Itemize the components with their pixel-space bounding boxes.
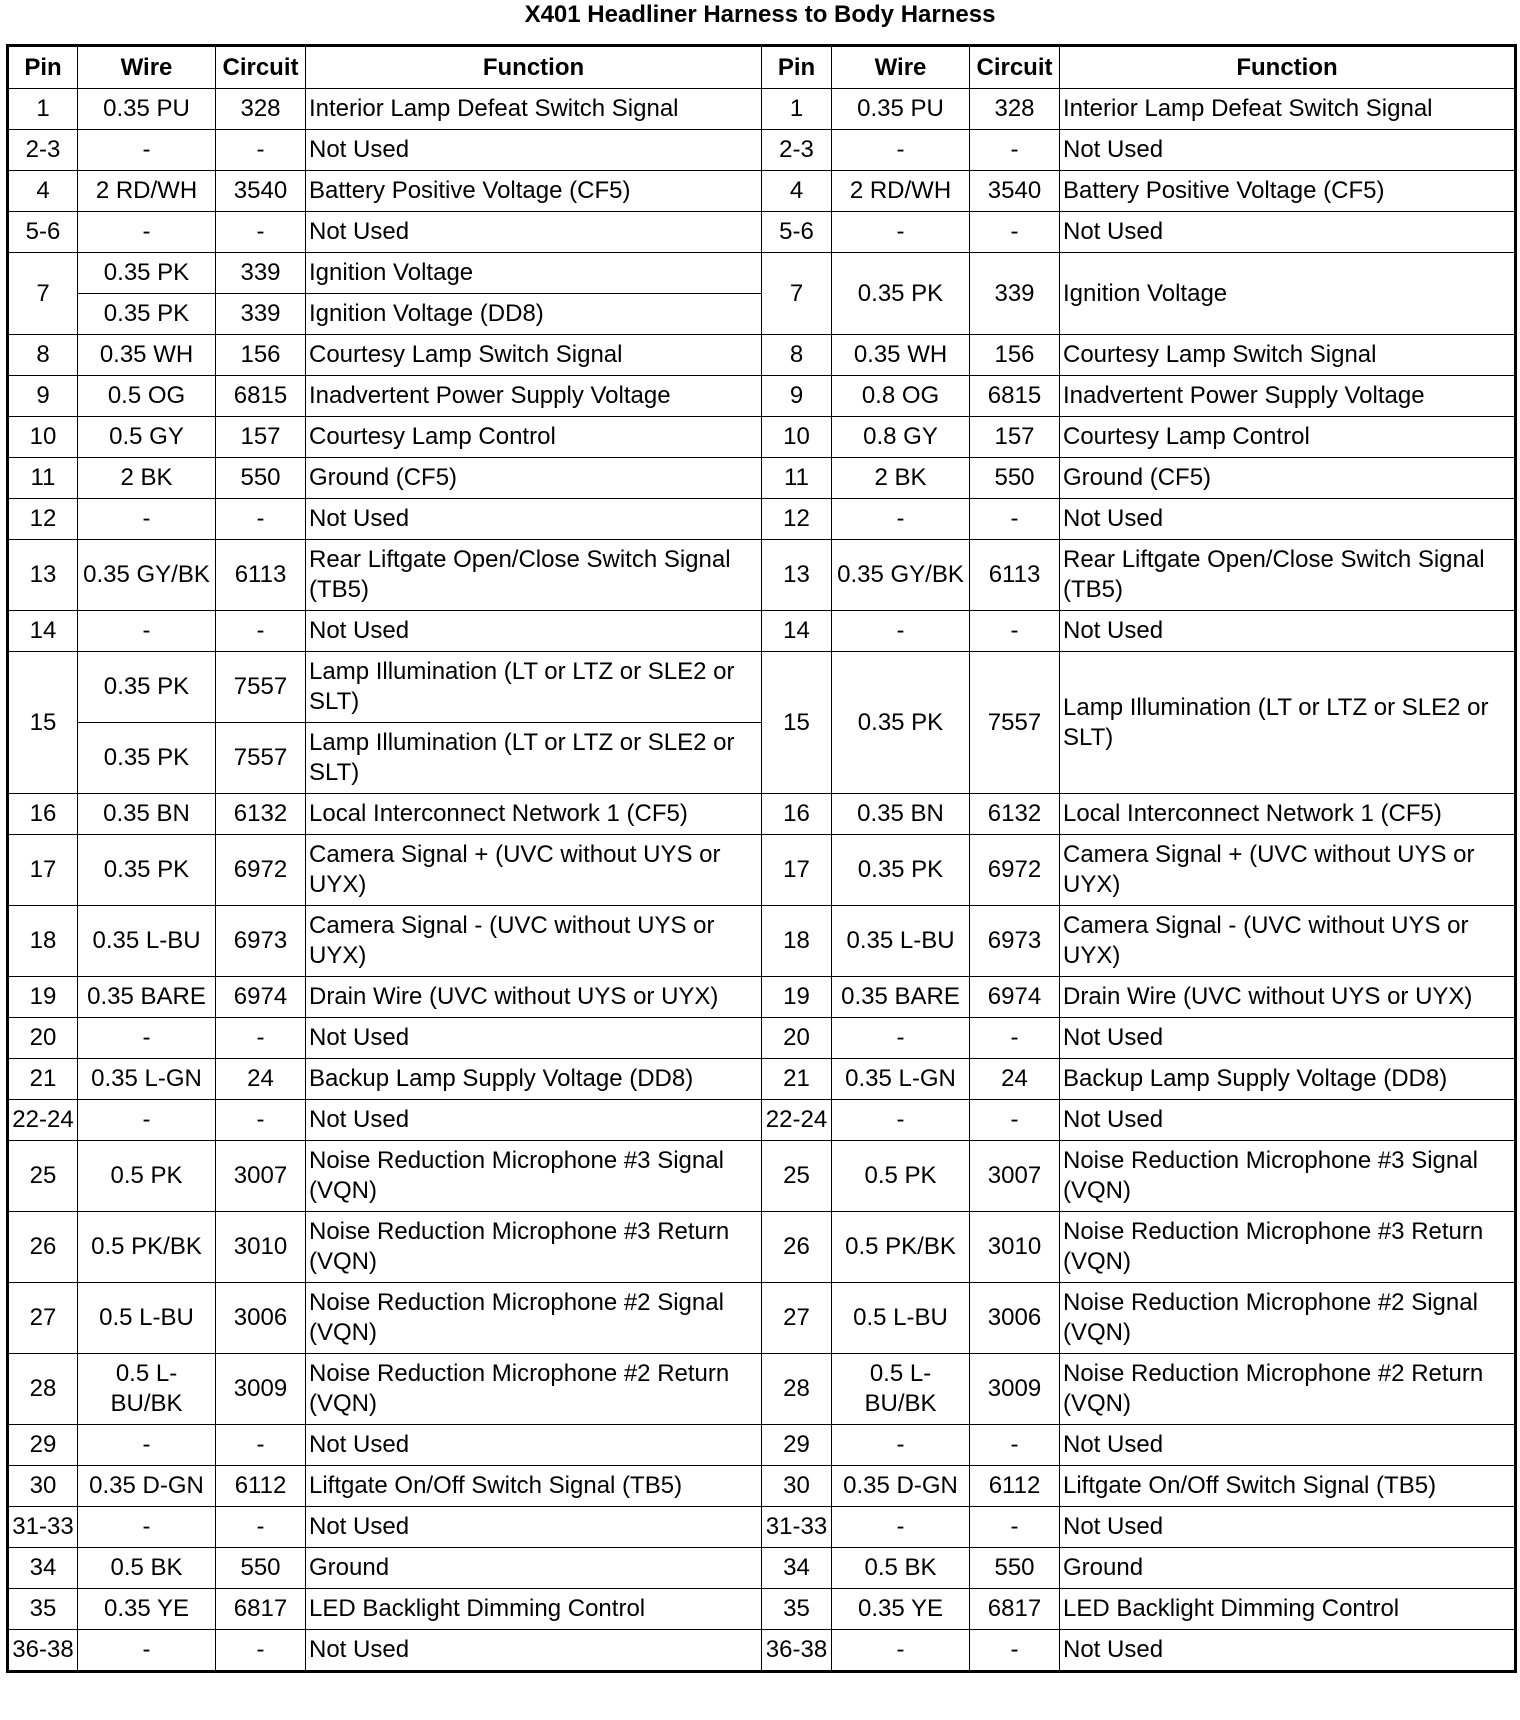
right-function: Not Used bbox=[1060, 212, 1516, 253]
left-pin: 36-38 bbox=[8, 1630, 78, 1672]
left-function: Not Used bbox=[306, 130, 762, 171]
left-function: LED Backlight Dimming Control bbox=[306, 1589, 762, 1630]
right-circuit: - bbox=[970, 611, 1060, 652]
left-circuit: 24 bbox=[216, 1059, 306, 1100]
right-circuit: - bbox=[970, 212, 1060, 253]
left-wire: - bbox=[78, 1425, 216, 1466]
right-pin: 16 bbox=[762, 794, 832, 835]
right-function: Noise Reduction Microphone #3 Signal (VQN) bbox=[1060, 1141, 1516, 1212]
right-circuit: 550 bbox=[970, 1548, 1060, 1589]
left-circuit: 3010 bbox=[216, 1212, 306, 1283]
table-row bbox=[8, 89, 1516, 130]
right-function: Noise Reduction Microphone #3 Return (VQN) bbox=[1060, 1212, 1516, 1283]
left-function: Not Used bbox=[306, 1507, 762, 1548]
right-pin: 22-24 bbox=[762, 1100, 832, 1141]
left-wire: 0.35 D-GN bbox=[78, 1466, 216, 1507]
left-pin: 19 bbox=[8, 977, 78, 1018]
right-pin: 25 bbox=[762, 1141, 832, 1212]
right-pin: 28 bbox=[762, 1354, 832, 1425]
right-function: Not Used bbox=[1060, 1100, 1516, 1141]
left-wire: 0.35 L-BU bbox=[78, 906, 216, 977]
table-row bbox=[8, 977, 1516, 1018]
right-function: Local Interconnect Network 1 (CF5) bbox=[1060, 794, 1516, 835]
left-wire: - bbox=[78, 1100, 216, 1141]
left-pin: 15 bbox=[8, 652, 78, 794]
right-circuit: 6113 bbox=[970, 540, 1060, 611]
left-circuit: - bbox=[216, 611, 306, 652]
left-circuit: 157 bbox=[216, 417, 306, 458]
header-pin: Pin bbox=[762, 46, 832, 89]
left-circuit: 550 bbox=[216, 458, 306, 499]
left-function: Courtesy Lamp Control bbox=[306, 417, 762, 458]
left-function: Not Used bbox=[306, 1425, 762, 1466]
table-row bbox=[8, 1630, 1516, 1672]
table-row bbox=[8, 458, 1516, 499]
table-row bbox=[8, 1100, 1516, 1141]
right-circuit: - bbox=[970, 1507, 1060, 1548]
right-pin: 27 bbox=[762, 1283, 832, 1354]
header-function: Function bbox=[1060, 46, 1516, 89]
left-pin: 34 bbox=[8, 1548, 78, 1589]
left-wire: 0.35 PK bbox=[78, 294, 216, 335]
left-wire: 0.5 GY bbox=[78, 417, 216, 458]
left-wire: 0.35 PK bbox=[78, 253, 216, 294]
right-function: Not Used bbox=[1060, 1507, 1516, 1548]
right-function: Camera Signal - (UVC without UYS or UYX) bbox=[1060, 906, 1516, 977]
left-pin: 31-33 bbox=[8, 1507, 78, 1548]
left-pin: 21 bbox=[8, 1059, 78, 1100]
right-pin: 34 bbox=[762, 1548, 832, 1589]
right-wire: 0.35 PU bbox=[832, 89, 970, 130]
left-wire: - bbox=[78, 130, 216, 171]
right-function: Not Used bbox=[1060, 130, 1516, 171]
right-circuit: 156 bbox=[970, 335, 1060, 376]
table-row bbox=[8, 1466, 1516, 1507]
left-function: Interior Lamp Defeat Switch Signal bbox=[306, 89, 762, 130]
right-wire: - bbox=[832, 1018, 970, 1059]
right-function: LED Backlight Dimming Control bbox=[1060, 1589, 1516, 1630]
table-row bbox=[8, 171, 1516, 212]
table-row bbox=[8, 1507, 1516, 1548]
left-function: Lamp Illumination (LT or LTZ or SLE2 or SLT) bbox=[306, 652, 762, 723]
table-row bbox=[8, 376, 1516, 417]
right-function: Backup Lamp Supply Voltage (DD8) bbox=[1060, 1059, 1516, 1100]
left-pin: 9 bbox=[8, 376, 78, 417]
right-wire: 0.8 OG bbox=[832, 376, 970, 417]
left-wire: 0.35 GY/BK bbox=[78, 540, 216, 611]
left-pin: 17 bbox=[8, 835, 78, 906]
right-function: Courtesy Lamp Control bbox=[1060, 417, 1516, 458]
left-circuit: 550 bbox=[216, 1548, 306, 1589]
right-circuit: - bbox=[970, 1100, 1060, 1141]
right-pin: 1 bbox=[762, 89, 832, 130]
right-function: Lamp Illumination (LT or LTZ or SLE2 or SLT) bbox=[1060, 652, 1516, 794]
left-circuit: 6113 bbox=[216, 540, 306, 611]
left-circuit: 3007 bbox=[216, 1141, 306, 1212]
left-wire: 0.35 L-GN bbox=[78, 1059, 216, 1100]
right-pin: 15 bbox=[762, 652, 832, 794]
right-circuit: 3009 bbox=[970, 1354, 1060, 1425]
right-circuit: 6815 bbox=[970, 376, 1060, 417]
left-circuit: - bbox=[216, 1507, 306, 1548]
left-wire: 0.5 L-BU bbox=[78, 1283, 216, 1354]
left-function: Ground (CF5) bbox=[306, 458, 762, 499]
left-function: Rear Liftgate Open/Close Switch Signal (TB5) bbox=[306, 540, 762, 611]
right-wire: 0.35 PK bbox=[832, 253, 970, 335]
left-wire: 0.35 BN bbox=[78, 794, 216, 835]
table-row bbox=[8, 1059, 1516, 1100]
right-function: Ignition Voltage bbox=[1060, 253, 1516, 335]
table-row bbox=[8, 540, 1516, 611]
left-pin: 11 bbox=[8, 458, 78, 499]
right-wire: 0.35 D-GN bbox=[832, 1466, 970, 1507]
right-pin: 13 bbox=[762, 540, 832, 611]
left-function: Not Used bbox=[306, 1018, 762, 1059]
right-function: Ground (CF5) bbox=[1060, 458, 1516, 499]
table-row bbox=[8, 611, 1516, 652]
left-pin: 14 bbox=[8, 611, 78, 652]
left-circuit: 6973 bbox=[216, 906, 306, 977]
right-pin: 20 bbox=[762, 1018, 832, 1059]
table-row bbox=[8, 1589, 1516, 1630]
left-function: Courtesy Lamp Switch Signal bbox=[306, 335, 762, 376]
right-pin: 5-6 bbox=[762, 212, 832, 253]
left-function: Camera Signal - (UVC without UYS or UYX) bbox=[306, 906, 762, 977]
table-row bbox=[8, 1212, 1516, 1283]
left-function: Not Used bbox=[306, 611, 762, 652]
left-circuit: 6112 bbox=[216, 1466, 306, 1507]
left-wire: 0.5 OG bbox=[78, 376, 216, 417]
left-circuit: 6972 bbox=[216, 835, 306, 906]
right-function: Not Used bbox=[1060, 1630, 1516, 1672]
right-wire: 0.5 L-BU bbox=[832, 1283, 970, 1354]
left-circuit: 6817 bbox=[216, 1589, 306, 1630]
right-wire: 2 BK bbox=[832, 458, 970, 499]
left-pin: 7 bbox=[8, 253, 78, 335]
right-circuit: 6973 bbox=[970, 906, 1060, 977]
right-wire: 0.5 PK/BK bbox=[832, 1212, 970, 1283]
right-circuit: 6972 bbox=[970, 835, 1060, 906]
left-function: Ignition Voltage (DD8) bbox=[306, 294, 762, 335]
right-wire: - bbox=[832, 1100, 970, 1141]
right-circuit: - bbox=[970, 1018, 1060, 1059]
table-row bbox=[8, 835, 1516, 906]
left-pin: 13 bbox=[8, 540, 78, 611]
left-function: Battery Positive Voltage (CF5) bbox=[306, 171, 762, 212]
right-wire: 0.35 L-GN bbox=[832, 1059, 970, 1100]
left-wire: 0.5 L-BU/BK bbox=[78, 1354, 216, 1425]
right-wire: - bbox=[832, 1425, 970, 1466]
right-wire: - bbox=[832, 499, 970, 540]
left-pin: 29 bbox=[8, 1425, 78, 1466]
left-circuit: - bbox=[216, 1425, 306, 1466]
left-function: Noise Reduction Microphone #3 Signal (VQN) bbox=[306, 1141, 762, 1212]
right-function: Not Used bbox=[1060, 1425, 1516, 1466]
left-wire: - bbox=[78, 1630, 216, 1672]
right-pin: 17 bbox=[762, 835, 832, 906]
left-circuit: 6815 bbox=[216, 376, 306, 417]
right-pin: 29 bbox=[762, 1425, 832, 1466]
left-circuit: - bbox=[216, 212, 306, 253]
right-pin: 7 bbox=[762, 253, 832, 335]
right-circuit: - bbox=[970, 499, 1060, 540]
right-circuit: 3010 bbox=[970, 1212, 1060, 1283]
right-function: Noise Reduction Microphone #2 Return (VQN) bbox=[1060, 1354, 1516, 1425]
right-function: Interior Lamp Defeat Switch Signal bbox=[1060, 89, 1516, 130]
table-row bbox=[8, 499, 1516, 540]
left-pin: 4 bbox=[8, 171, 78, 212]
left-wire: 2 BK bbox=[78, 458, 216, 499]
left-wire: 0.35 PK bbox=[78, 723, 216, 794]
left-function: Noise Reduction Microphone #3 Return (VQN) bbox=[306, 1212, 762, 1283]
right-wire: 0.35 PK bbox=[832, 835, 970, 906]
right-circuit: 550 bbox=[970, 458, 1060, 499]
table-row bbox=[8, 1018, 1516, 1059]
right-wire: - bbox=[832, 1507, 970, 1548]
right-circuit: 6132 bbox=[970, 794, 1060, 835]
left-wire: 0.5 PK/BK bbox=[78, 1212, 216, 1283]
right-pin: 21 bbox=[762, 1059, 832, 1100]
right-pin: 4 bbox=[762, 171, 832, 212]
left-pin: 26 bbox=[8, 1212, 78, 1283]
right-pin: 11 bbox=[762, 458, 832, 499]
right-circuit: - bbox=[970, 1425, 1060, 1466]
right-circuit: 6817 bbox=[970, 1589, 1060, 1630]
right-function: Ground bbox=[1060, 1548, 1516, 1589]
right-wire: 0.35 PK bbox=[832, 652, 970, 794]
left-wire: 0.5 BK bbox=[78, 1548, 216, 1589]
left-circuit: 6974 bbox=[216, 977, 306, 1018]
left-function: Ground bbox=[306, 1548, 762, 1589]
left-wire: 2 RD/WH bbox=[78, 171, 216, 212]
right-function: Rear Liftgate Open/Close Switch Signal (TB5) bbox=[1060, 540, 1516, 611]
right-wire: - bbox=[832, 130, 970, 171]
left-circuit: 339 bbox=[216, 294, 306, 335]
left-function: Not Used bbox=[306, 499, 762, 540]
table-row bbox=[8, 335, 1516, 376]
right-wire: - bbox=[832, 212, 970, 253]
pinout-table bbox=[6, 44, 1517, 1673]
right-wire: 0.35 BN bbox=[832, 794, 970, 835]
table-row bbox=[8, 1283, 1516, 1354]
left-function: Noise Reduction Microphone #2 Signal (VQN) bbox=[306, 1283, 762, 1354]
left-circuit: - bbox=[216, 1018, 306, 1059]
left-function: Noise Reduction Microphone #2 Return (VQN) bbox=[306, 1354, 762, 1425]
left-pin: 2-3 bbox=[8, 130, 78, 171]
right-pin: 8 bbox=[762, 335, 832, 376]
left-circuit: 3006 bbox=[216, 1283, 306, 1354]
left-function: Local Interconnect Network 1 (CF5) bbox=[306, 794, 762, 835]
left-circuit: 156 bbox=[216, 335, 306, 376]
left-circuit: 339 bbox=[216, 253, 306, 294]
left-pin: 12 bbox=[8, 499, 78, 540]
right-circuit: - bbox=[970, 1630, 1060, 1672]
left-wire: - bbox=[78, 1507, 216, 1548]
left-function: Ignition Voltage bbox=[306, 253, 762, 294]
header-row bbox=[8, 46, 1516, 89]
left-wire: 0.35 WH bbox=[78, 335, 216, 376]
left-wire: - bbox=[78, 611, 216, 652]
left-pin: 18 bbox=[8, 906, 78, 977]
left-pin: 27 bbox=[8, 1283, 78, 1354]
table-row bbox=[8, 1141, 1516, 1212]
left-pin: 25 bbox=[8, 1141, 78, 1212]
right-wire: 0.35 BARE bbox=[832, 977, 970, 1018]
left-function: Not Used bbox=[306, 212, 762, 253]
header-circuit: Circuit bbox=[970, 46, 1060, 89]
left-circuit: - bbox=[216, 1630, 306, 1672]
header-function: Function bbox=[306, 46, 762, 89]
left-pin: 8 bbox=[8, 335, 78, 376]
right-pin: 31-33 bbox=[762, 1507, 832, 1548]
table-row bbox=[8, 1548, 1516, 1589]
table-row bbox=[8, 253, 1516, 294]
right-wire: 0.35 WH bbox=[832, 335, 970, 376]
right-function: Not Used bbox=[1060, 499, 1516, 540]
right-circuit: 328 bbox=[970, 89, 1060, 130]
right-wire: 0.35 YE bbox=[832, 1589, 970, 1630]
right-pin: 18 bbox=[762, 906, 832, 977]
right-circuit: - bbox=[970, 130, 1060, 171]
right-circuit: 6112 bbox=[970, 1466, 1060, 1507]
left-circuit: 328 bbox=[216, 89, 306, 130]
left-wire: 0.35 PK bbox=[78, 652, 216, 723]
right-wire: 0.35 L-BU bbox=[832, 906, 970, 977]
table-row bbox=[8, 130, 1516, 171]
left-circuit: 7557 bbox=[216, 723, 306, 794]
right-pin: 12 bbox=[762, 499, 832, 540]
left-wire: - bbox=[78, 212, 216, 253]
left-circuit: 6132 bbox=[216, 794, 306, 835]
left-circuit: 7557 bbox=[216, 652, 306, 723]
left-wire: 0.35 PK bbox=[78, 835, 216, 906]
left-function: Inadvertent Power Supply Voltage bbox=[306, 376, 762, 417]
left-pin: 28 bbox=[8, 1354, 78, 1425]
left-pin: 30 bbox=[8, 1466, 78, 1507]
left-function: Backup Lamp Supply Voltage (DD8) bbox=[306, 1059, 762, 1100]
left-circuit: 3009 bbox=[216, 1354, 306, 1425]
table-row bbox=[8, 794, 1516, 835]
right-pin: 10 bbox=[762, 417, 832, 458]
right-pin: 30 bbox=[762, 1466, 832, 1507]
header-wire: Wire bbox=[78, 46, 216, 89]
table-row bbox=[8, 417, 1516, 458]
left-circuit: - bbox=[216, 130, 306, 171]
left-pin: 22-24 bbox=[8, 1100, 78, 1141]
right-function: Liftgate On/Off Switch Signal (TB5) bbox=[1060, 1466, 1516, 1507]
right-pin: 36-38 bbox=[762, 1630, 832, 1672]
header-pin: Pin bbox=[8, 46, 78, 89]
right-function: Not Used bbox=[1060, 611, 1516, 652]
table-title: X401 Headliner Harness to Body Harness bbox=[524, 1, 996, 28]
right-function: Drain Wire (UVC without UYS or UYX) bbox=[1060, 977, 1516, 1018]
right-function: Noise Reduction Microphone #2 Signal (VQN) bbox=[1060, 1283, 1516, 1354]
left-function: Liftgate On/Off Switch Signal (TB5) bbox=[306, 1466, 762, 1507]
right-function: Camera Signal + (UVC without UYS or UYX) bbox=[1060, 835, 1516, 906]
table-row bbox=[8, 906, 1516, 977]
table-row bbox=[8, 1354, 1516, 1425]
right-wire: - bbox=[832, 1630, 970, 1672]
left-pin: 10 bbox=[8, 417, 78, 458]
right-function: Inadvertent Power Supply Voltage bbox=[1060, 376, 1516, 417]
left-wire: 0.35 BARE bbox=[78, 977, 216, 1018]
right-pin: 9 bbox=[762, 376, 832, 417]
left-circuit: - bbox=[216, 1100, 306, 1141]
left-pin: 16 bbox=[8, 794, 78, 835]
left-function: Camera Signal + (UVC without UYS or UYX) bbox=[306, 835, 762, 906]
right-wire: 0.5 BK bbox=[832, 1548, 970, 1589]
right-pin: 2-3 bbox=[762, 130, 832, 171]
right-circuit: 3006 bbox=[970, 1283, 1060, 1354]
left-function: Drain Wire (UVC without UYS or UYX) bbox=[306, 977, 762, 1018]
left-pin: 20 bbox=[8, 1018, 78, 1059]
right-pin: 19 bbox=[762, 977, 832, 1018]
right-wire: 0.5 PK bbox=[832, 1141, 970, 1212]
right-function: Not Used bbox=[1060, 1018, 1516, 1059]
header-circuit: Circuit bbox=[216, 46, 306, 89]
left-wire: 0.35 PU bbox=[78, 89, 216, 130]
right-wire: 0.35 GY/BK bbox=[832, 540, 970, 611]
right-circuit: 24 bbox=[970, 1059, 1060, 1100]
left-pin: 1 bbox=[8, 89, 78, 130]
right-circuit: 157 bbox=[970, 417, 1060, 458]
left-circuit: - bbox=[216, 499, 306, 540]
right-pin: 26 bbox=[762, 1212, 832, 1283]
right-circuit: 3007 bbox=[970, 1141, 1060, 1212]
table-row bbox=[8, 652, 1516, 723]
left-function: Not Used bbox=[306, 1100, 762, 1141]
header-wire: Wire bbox=[832, 46, 970, 89]
table-row bbox=[8, 212, 1516, 253]
right-wire: - bbox=[832, 611, 970, 652]
right-wire: 0.8 GY bbox=[832, 417, 970, 458]
right-pin: 14 bbox=[762, 611, 832, 652]
left-wire: 0.35 YE bbox=[78, 1589, 216, 1630]
left-function: Not Used bbox=[306, 1630, 762, 1672]
left-wire: 0.5 PK bbox=[78, 1141, 216, 1212]
table-row bbox=[8, 1425, 1516, 1466]
right-wire: 0.5 L-BU/BK bbox=[832, 1354, 970, 1425]
left-pin: 5-6 bbox=[8, 212, 78, 253]
right-circuit: 339 bbox=[970, 253, 1060, 335]
right-circuit: 6974 bbox=[970, 977, 1060, 1018]
left-function: Lamp Illumination (LT or LTZ or SLE2 or SLT) bbox=[306, 723, 762, 794]
right-function: Battery Positive Voltage (CF5) bbox=[1060, 171, 1516, 212]
right-wire: 2 RD/WH bbox=[832, 171, 970, 212]
left-circuit: 3540 bbox=[216, 171, 306, 212]
right-circuit: 7557 bbox=[970, 652, 1060, 794]
left-wire: - bbox=[78, 499, 216, 540]
right-function: Courtesy Lamp Switch Signal bbox=[1060, 335, 1516, 376]
left-wire: - bbox=[78, 1018, 216, 1059]
right-pin: 35 bbox=[762, 1589, 832, 1630]
right-circuit: 3540 bbox=[970, 171, 1060, 212]
left-pin: 35 bbox=[8, 1589, 78, 1630]
